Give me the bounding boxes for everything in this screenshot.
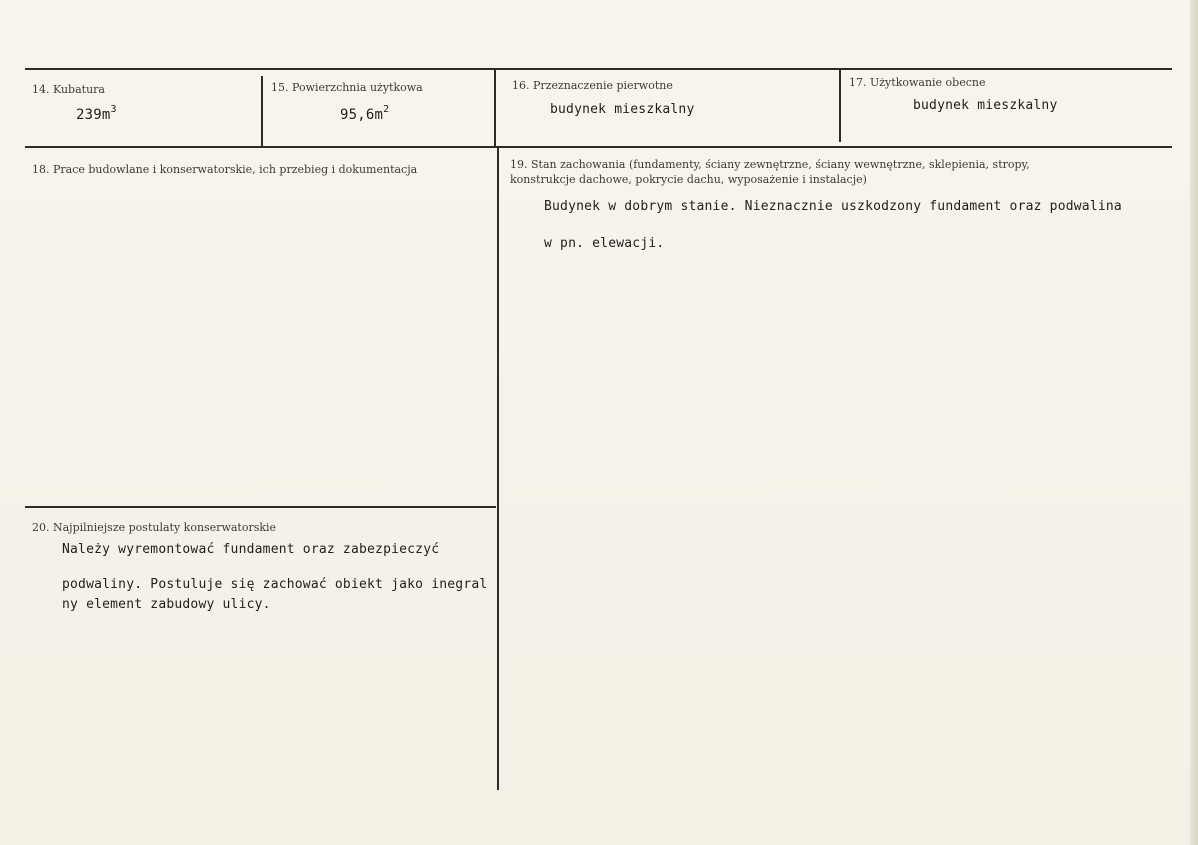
card-edge [1190, 0, 1198, 845]
field-17-label: 17. Użytkowanie obecne [849, 76, 986, 89]
field-15-value [340, 104, 389, 123]
field-20-text-line3: ny element zabudowy ulicy. [62, 597, 271, 612]
field-20-label: 20. Najpilniejsze postulaty konserwatorskie [32, 521, 277, 534]
row1-bottom-border [25, 146, 1172, 148]
divider-14-15 [261, 76, 263, 148]
divider-16-17 [839, 70, 841, 142]
field-19-label-line2: konstrukcje dachowe, pokrycie dachu, wyposażenie i instalacje) [510, 173, 867, 186]
divider-main [497, 148, 499, 790]
field-19-text-line1: Budynek w dobrym stanie. Nieznacznie uszkodzony fundament oraz podwalina [544, 199, 1122, 214]
divider-15-16 [494, 70, 496, 148]
field-14-number: 239m [76, 107, 111, 123]
field-14-exponent: 3 [110, 104, 117, 115]
field-17-value: budynek mieszkalny [913, 98, 1058, 113]
field-16-value: budynek mieszkalny [550, 102, 695, 117]
field-18-label: 18. Prace budowlane i konserwatorskie, ich przebieg i dokumentacja [32, 163, 418, 176]
table-top-border [25, 68, 1172, 70]
section18-bottom-border [25, 506, 496, 508]
field-15-exponent: 2 [383, 104, 390, 115]
field-14-value [76, 104, 117, 123]
field-16-label: 16. Przeznaczenie pierwotne [512, 79, 673, 92]
field-15-number: 95,6m [340, 107, 384, 123]
field-15-label: 15. Powierzchnia użytkowa [271, 81, 423, 94]
field-14-label: 14. Kubatura [32, 83, 105, 96]
field-19-label-line1: 19. Stan zachowania (fundamenty, ściany zewnętrzne, ściany wewnętrzne, sklepienia, stropy, [510, 158, 1030, 171]
field-20-text-line2: podwaliny. Postuluje się zachować obiekt jako inegral [62, 577, 488, 592]
field-19-text-line2: w pn. elewacji. [544, 236, 665, 251]
field-20-text-line1: Należy wyremontować fundament oraz zabezpieczyć [62, 542, 440, 557]
